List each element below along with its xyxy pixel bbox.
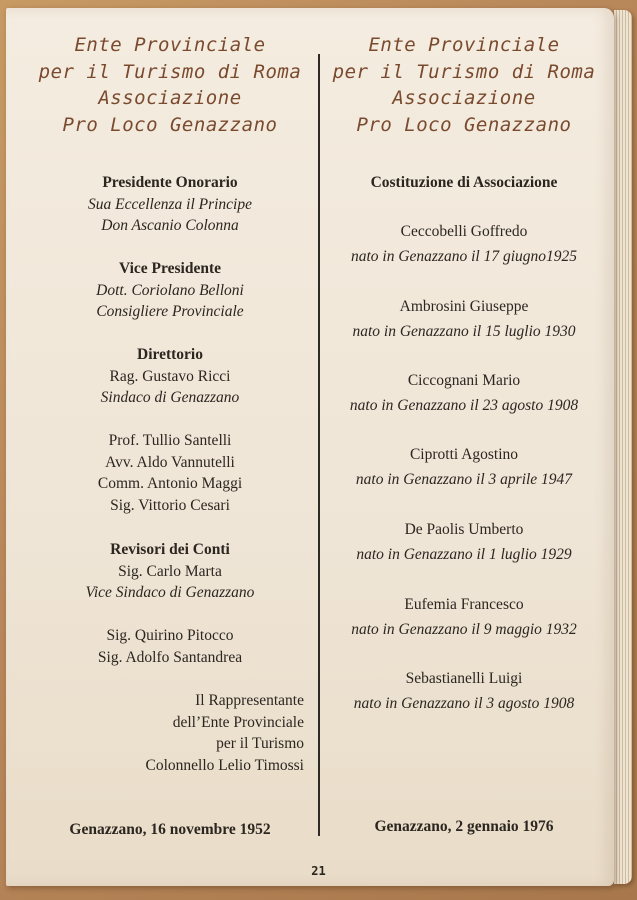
header-line: Ente Provinciale [368,34,560,56]
section-line: Sua Eccellenza il Principe [88,195,252,213]
member-name: Avv. Aldo Vannutelli [105,453,235,471]
right-header [322,32,606,138]
section-line: Dott. Coriolano Belloni [96,281,244,299]
section-title: Presidente Onorario [102,174,238,191]
left-footer-date: Genazzano, 16 novembre 1952 [69,821,271,838]
rappresentante-line: Il Rappresentante [195,692,304,709]
founder-entry [322,296,606,342]
header-line: per il Turismo di Roma [332,60,596,83]
header-line: Pro Loco Genazzano [356,113,572,136]
left-header [28,32,312,138]
presidente-onorario-section [28,172,312,237]
right-footer-date: Genazzano, 2 gennaio 1976 [374,818,554,835]
page-edges [614,10,632,884]
section-line: Consigliere Provinciale [96,303,244,321]
founder-birth: nato in Genazzano il 23 agosto 1908 [349,396,579,414]
header-line: Associazione [392,87,536,109]
costituzione-title-block [322,172,606,194]
member-name: Comm. Antonio Maggi [97,475,243,493]
founder-birth: nato in Genazzano il 9 maggio 1932 [351,620,577,638]
revisori-section [28,539,312,604]
page-number: 21 [311,864,326,878]
founder-entry [322,668,606,714]
header-line: Ente Provinciale [74,34,266,56]
section-line: Sig. Carlo Marta [118,562,222,580]
section-line: Don Ascanio Colonna [101,217,239,235]
rappresentante-block [20,690,304,777]
founder-name: Ceccobelli Goffredo [400,223,528,240]
founder-birth: nato in Genazzano il 15 luglio 1930 [352,322,576,340]
founder-birth: nato in Genazzano il 1 luglio 1929 [356,545,572,563]
section-title: Vice Presidente [118,260,221,277]
founder-name: De Paolis Umberto [404,521,524,538]
direttorio-section [28,344,312,409]
founder-birth: nato in Genazzano il 17 giugno1925 [350,247,578,265]
others-list [28,625,312,668]
founder-name: Eufemia Francesco [404,596,524,613]
founder-entry [322,594,606,640]
vice-presidente-section [28,258,312,323]
member-name: Sig. Quirino Pitocco [106,627,234,644]
section-line: Rag. Gustavo Ricci [109,367,231,385]
founder-name: Ciccognani Mario [407,372,521,389]
founder-entry [322,221,606,267]
section-line: Vice Sindaco di Genazzano [85,584,255,602]
founder-name: Sebastianelli Luigi [405,670,523,687]
section-title: Costituzione di Associazione [370,174,558,191]
section-title: Revisori dei Conti [110,541,230,558]
section-title: Direttorio [137,346,203,363]
founder-entry [322,519,606,565]
founder-name: Ciprotti Agostino [409,446,519,463]
founder-entry [322,444,606,490]
rappresentante-line: per il Turismo [216,735,304,753]
header-line: per il Turismo di Roma [38,60,302,83]
header-line: Associazione [98,87,242,109]
rappresentante-line: Colonnello Lelio Timossi [145,757,304,775]
member-name: Sig. Adolfo Santandrea [97,648,243,666]
founder-birth: nato in Genazzano il 3 agosto 1908 [353,694,575,712]
header-line: Pro Loco Genazzano [62,113,278,136]
column-divider [318,54,320,836]
founder-birth: nato in Genazzano il 3 aprile 1947 [355,470,573,488]
member-name: Prof. Tullio Santelli [108,432,232,449]
members-list [28,430,312,517]
rappresentante-line: dell’Ente Provinciale [172,713,304,731]
founder-entry [322,370,606,416]
member-name: Sig. Vittorio Cesari [110,497,230,515]
section-line: Sindaco di Genazzano [100,389,240,407]
founder-name: Ambrosini Giuseppe [399,298,529,315]
